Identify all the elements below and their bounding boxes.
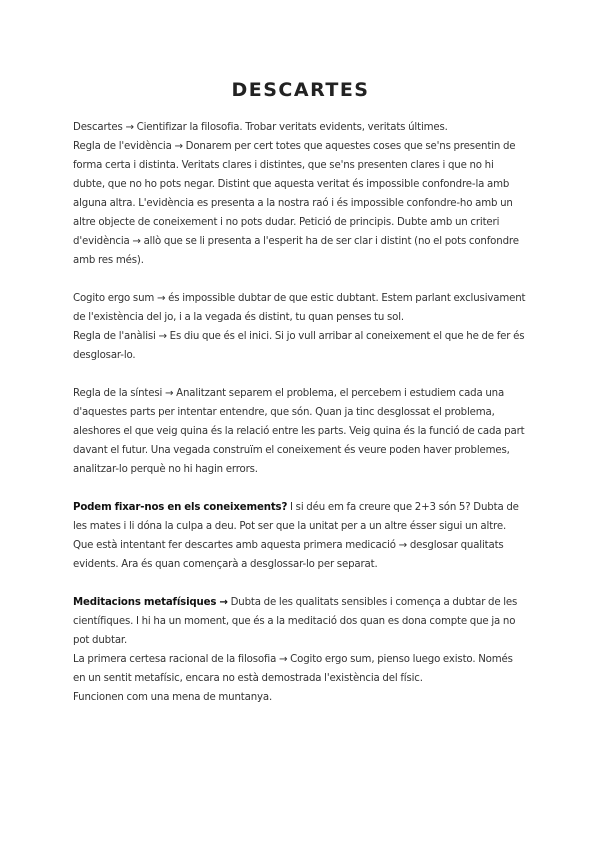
cogito-paragraph: Cogito ergo sum → és impossible dubtar de que estic dubtant. Estem parlant exclusivament de l'existència del jo, i a la vegada és distint, tu quan penses tu sol. [73,293,526,323]
first-certainty-paragraph: La primera certesa racional de la filosofia → Cogito ergo sum, pienso luego existo. Només en un sentit metafísic, encara no està demostrada l'existència del físic. [73,654,513,684]
spacer [73,479,528,498]
spacer [73,365,528,384]
page-title: DESCARTES [231,79,370,101]
knowledge-paragraph [73,498,528,574]
spacer [73,270,528,289]
mountain-paragraph: Funcionen com una mena de muntanya. [73,692,273,703]
meditations-heading: Meditacions metafísiques → [73,597,228,608]
meditations-text: Dubta de les qualitats sensibles i comença a dubtar de les científiques. I hi ha un moment, que és a la meditació dos quan es dona compte que ja no pot dubtar. [73,597,518,646]
evidence-rule-paragraph: Regla de l'evidència → Donarem per cert totes que aquestes coses que se'ns presentin de forma certa i distinta. Veritats clares i distintes, que se'ns presenten clares i que no hi dubte, que no ho pots negar. Distint que aquesta veritat és impossible confondre-la amb alguna altra. L'evidència es presenta a la nostra raó i és impossible confondre-ho amb un altre objecte de coneixement i no pots dudar. Petició de principis. Dubte amb un criteri d'evidència → allò que se li presenta a l'esperit ha de ser clar i distint (no el pots confondre amb res més). [73,141,519,266]
spacer [73,574,528,593]
knowledge-text: I si déu em fa creure que 2+3 són 5? Dubta de les mates i li dóna la culpa a deu. Pot ser que la unitat per a un altre ésser sigui un altre. Que està intentant fer descartes amb aquesta primera medicació → desglosar qualitats evidents. Ara és quan començarà a desglossar-lo per separat. [73,502,519,570]
knowledge-heading: Podem fixar-nos en els coneixements? [73,502,288,513]
document-page [73,78,528,707]
synthesis-rule-paragraph: Regla de la síntesi → Analitzant separem el problema, el percebem i estudiem cada una d'aquestes parts per intentar entendre, que són. Quan ja tinc desglossat el problema, aleshores el que veig quina és la relació entre les parts. Veig quina és la funció de cada part davant el futur. Una vegada construïm el coneixement és veure poden haver problemes, analitzar-lo perquè no hi hagin errors. [73,388,525,475]
meditations-paragraph [73,593,528,650]
analysis-rule-paragraph: Regla de l'anàlisi → Es diu que és el inici. Si jo vull arribar al coneixement el que he de fer és desglosar-lo. [73,331,525,361]
intro-paragraph: Descartes → Cientifizar la filosofia. Trobar veritats evidents, veritats últimes. [73,122,448,133]
